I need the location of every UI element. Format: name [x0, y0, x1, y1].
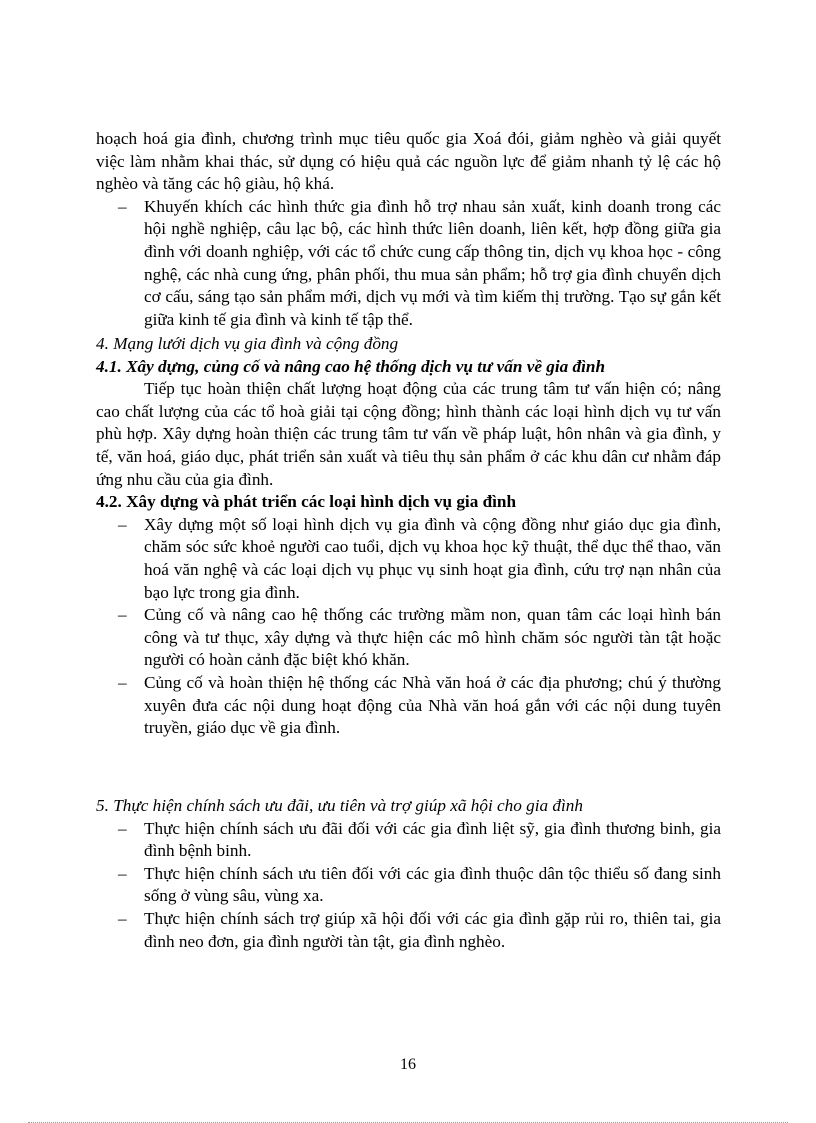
section-5-title: 5. Thực hiện chính sách ưu đãi, ưu tiên và trợ giúp xã hội cho gia đình [96, 796, 583, 815]
section-4-2-title: 4.2. Xây dựng và phát triển các loại hình dịch vụ gia đình [96, 492, 517, 512]
dash-marker: – [118, 196, 127, 216]
list-item-text: Củng cố và hoàn thiện hệ thống các Nhà văn hoá ở các địa phương; chú ý thường xuyên đưa các nội dung hoạt động của Nhà văn hoá gắn với các nội dung tuyên truyền, giáo dục về gia đình. [144, 672, 721, 738]
section-5-bullet-list [96, 818, 721, 954]
list-item [96, 863, 721, 908]
list-item [96, 672, 721, 740]
list-item-text: Thực hiện chính sách trợ giúp xã hội đối với các gia đình gặp rủi ro, thiên tai, gia đình neo đơn, gia đình người tàn tật, gia đình nghèo. [144, 908, 721, 951]
list-item-text: Thực hiện chính sách ưu đãi đối với các gia đình liệt sỹ, gia đình thương binh, gia đình bệnh binh. [144, 818, 721, 861]
section-4-1-paragraph: Tiếp tục hoàn thiện chất lượng hoạt động của các trung tâm tư vấn hiện có; nâng cao chất lượng của các tổ hoà giải tại cộng đồng; hình thành các loại hình dịch vụ tư vấn phù hợp. Xây dựng hoàn thiện các trung tâm tư vấn về pháp luật, hôn nhân và gia đình, y tế, văn hoá, giáo dục, phát triển sản xuất và tiêu thụ sản phẩm ở các khu dân cư nhằm đáp ứng nhu cầu của gia đình. [96, 379, 721, 489]
list-item [96, 908, 721, 953]
list-item-text: Xây dựng một số loại hình dịch vụ gia đình và cộng đồng như giáo dục gia đình, chăm sóc sức khoẻ người cao tuổi, dịch vụ khoa học kỹ thuật, thể dục thể thao, văn hoá văn nghệ và các loại dịch vụ phục vụ sinh hoạt gia đình, cứu trợ nạn nhân của bạo lực trong gia đình. [144, 514, 721, 602]
list-item [96, 604, 721, 672]
list-item-text: Thực hiện chính sách ưu tiên đối với các gia đình thuộc dân tộc thiểu số đang sinh sống ở vùng sâu, vùng xa. [144, 863, 721, 906]
section-4-2-bullet-list [96, 514, 721, 740]
dash-marker: – [118, 818, 127, 838]
intro-bullet-list [96, 196, 721, 332]
section-4-1-title: 4.1. Xây dựng, củng cố và nâng cao hệ thống dịch vụ tư vấn về gia đình [96, 356, 606, 376]
dash-marker: – [118, 514, 127, 534]
list-item-text: Củng cố và nâng cao hệ thống các trường mầm non, quan tâm các loại hình bán công và tư thục, xây dựng và thực hiện các mô hình chăm sóc người tàn tật hoặc người có hoàn cảnh đặc biệt khó khăn. [144, 605, 721, 670]
dash-marker: – [118, 605, 127, 625]
intro-section [96, 128, 721, 331]
list-item [96, 514, 721, 604]
section-5 [96, 795, 721, 953]
section-4 [96, 333, 721, 740]
intro-paragraph: hoạch hoá gia đình, chương trình mục tiêu quốc gia Xoá đói, giảm nghèo và giải quyết việc làm nhằm khai thác, sử dụng có hiệu quả các nguồn lực để giảm nhanh tỷ lệ các hộ nghèo và tăng các hộ giàu, hộ khá. [96, 129, 721, 194]
page-number: 16 [400, 1056, 416, 1073]
list-item [96, 818, 721, 863]
section-4-title: 4. Mạng lưới dịch vụ gia đình và cộng đồng [96, 334, 399, 353]
list-item [96, 196, 721, 332]
dash-marker: – [118, 672, 127, 692]
dash-marker: – [118, 863, 127, 883]
list-item-text: Khuyến khích các hình thức gia đình hỗ trợ nhau sản xuất, kinh doanh trong các hội nghề nghiệp, câu lạc bộ, các hình thức liên doanh, liên kết, hợp đồng giữa gia đình với doanh nghiệp, với các tổ chức cung cấp thông tin, dịch vụ khoa học - công nghệ, các nhà cung ứng, phân phối, thu mua sản phẩm; hỗ trợ gia đình chuyển dịch cơ cấu, sáng tạo sản phẩm mới, dịch vụ mới và tìm kiếm thị trường. Tạo sự gắn kết giữa kinh tế gia đình và kinh tế tập thể. [144, 196, 721, 329]
dash-marker: – [118, 908, 127, 928]
